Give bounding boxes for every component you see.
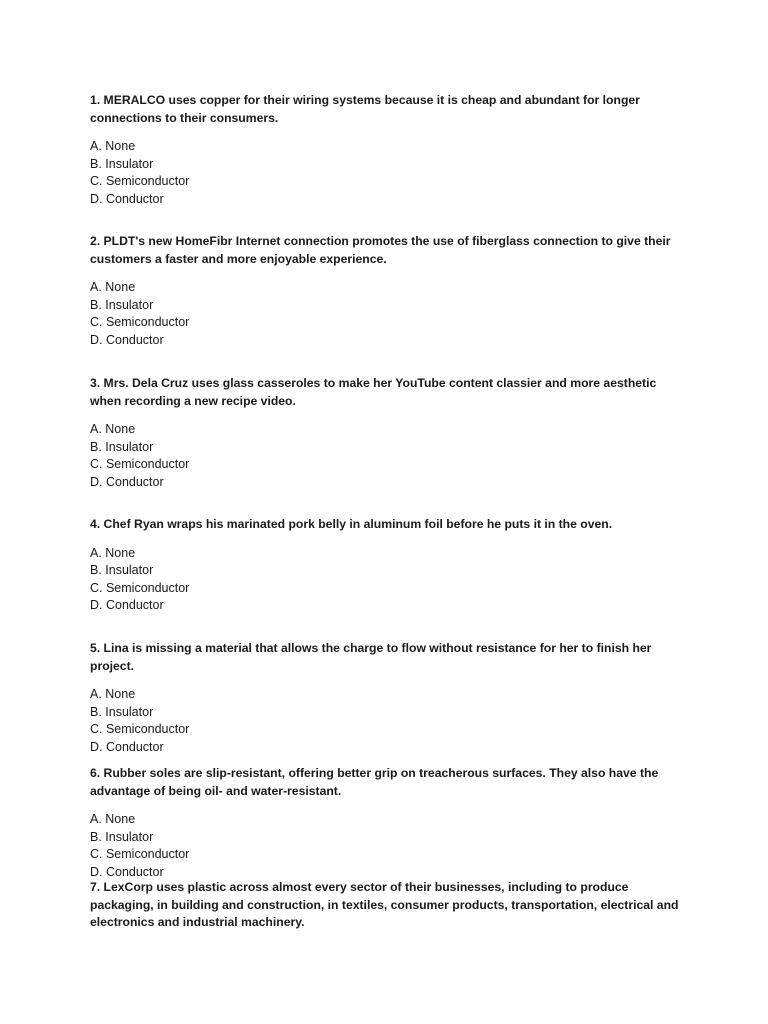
option-list (90, 421, 690, 491)
option-a: A. None (90, 139, 136, 153)
question-stem: 6. Rubber soles are slip-resistant, offering better grip on treacherous surfaces. They also have the advantage of being oil- and water-resistant. (90, 766, 659, 798)
option-d: D. Conductor (90, 598, 164, 612)
option-a: A. None (90, 545, 136, 560)
option-c: C. Semiconductor (90, 847, 190, 861)
question-1 (90, 92, 690, 208)
option-d: D. Conductor (90, 474, 164, 489)
question-5 (90, 640, 690, 756)
option-list (90, 811, 690, 881)
question-3 (90, 375, 690, 491)
question-stem: 4. Chef Ryan wraps his marinated pork belly in aluminum foil before he puts it in the oven. (90, 517, 613, 531)
question-stem: 7. LexCorp uses plastic across almost every sector of their businesses, including to produce packaging, in building and construction, in textiles, consumer products, transportation, electrical and electronics and industrial machinery. (90, 880, 679, 929)
option-list (90, 279, 690, 349)
question-4 (90, 516, 690, 615)
question-stem: 5. Lina is missing a material that allows the charge to flow without resistance for her to finish her project. (90, 641, 652, 673)
option-b: B. Insulator (90, 156, 154, 171)
option-list (90, 686, 690, 756)
option-c: C. Semiconductor (90, 722, 190, 736)
option-c: C. Semiconductor (90, 174, 190, 188)
option-a: A. None (90, 687, 136, 701)
option-d: D. Conductor (90, 739, 164, 754)
option-a: A. None (90, 280, 136, 294)
question-stem: 1. MERALCO uses copper for their wiring systems because it is cheap and abundant for longer connections to their consumers. (90, 93, 640, 125)
option-list (90, 138, 690, 208)
option-b: B. Insulator (90, 297, 154, 312)
option-a: A. None (90, 422, 136, 436)
option-list (90, 545, 690, 615)
question-6 (90, 765, 690, 881)
option-a: A. None (90, 812, 136, 826)
question-7 (90, 879, 690, 932)
question-stem: 2. PLDT's new HomeFibr Internet connection promotes the use of fiberglass connection to give their customers a faster and more enjoyable experience. (90, 234, 671, 266)
option-c: C. Semiconductor (90, 457, 190, 471)
option-b: B. Insulator (90, 439, 154, 454)
option-d: D. Conductor (90, 332, 164, 347)
question-2 (90, 233, 690, 349)
option-c: C. Semiconductor (90, 315, 190, 329)
question-stem: 3. Mrs. Dela Cruz uses glass casseroles to make her YouTube content classier and more aesthetic when recording a new recipe video. (90, 376, 657, 408)
option-b: B. Insulator (90, 704, 154, 719)
option-b: B. Insulator (90, 829, 154, 844)
option-d: D. Conductor (90, 864, 164, 879)
option-d: D. Conductor (90, 191, 164, 206)
option-c: C. Semiconductor (90, 580, 190, 595)
option-b: B. Insulator (90, 563, 154, 577)
